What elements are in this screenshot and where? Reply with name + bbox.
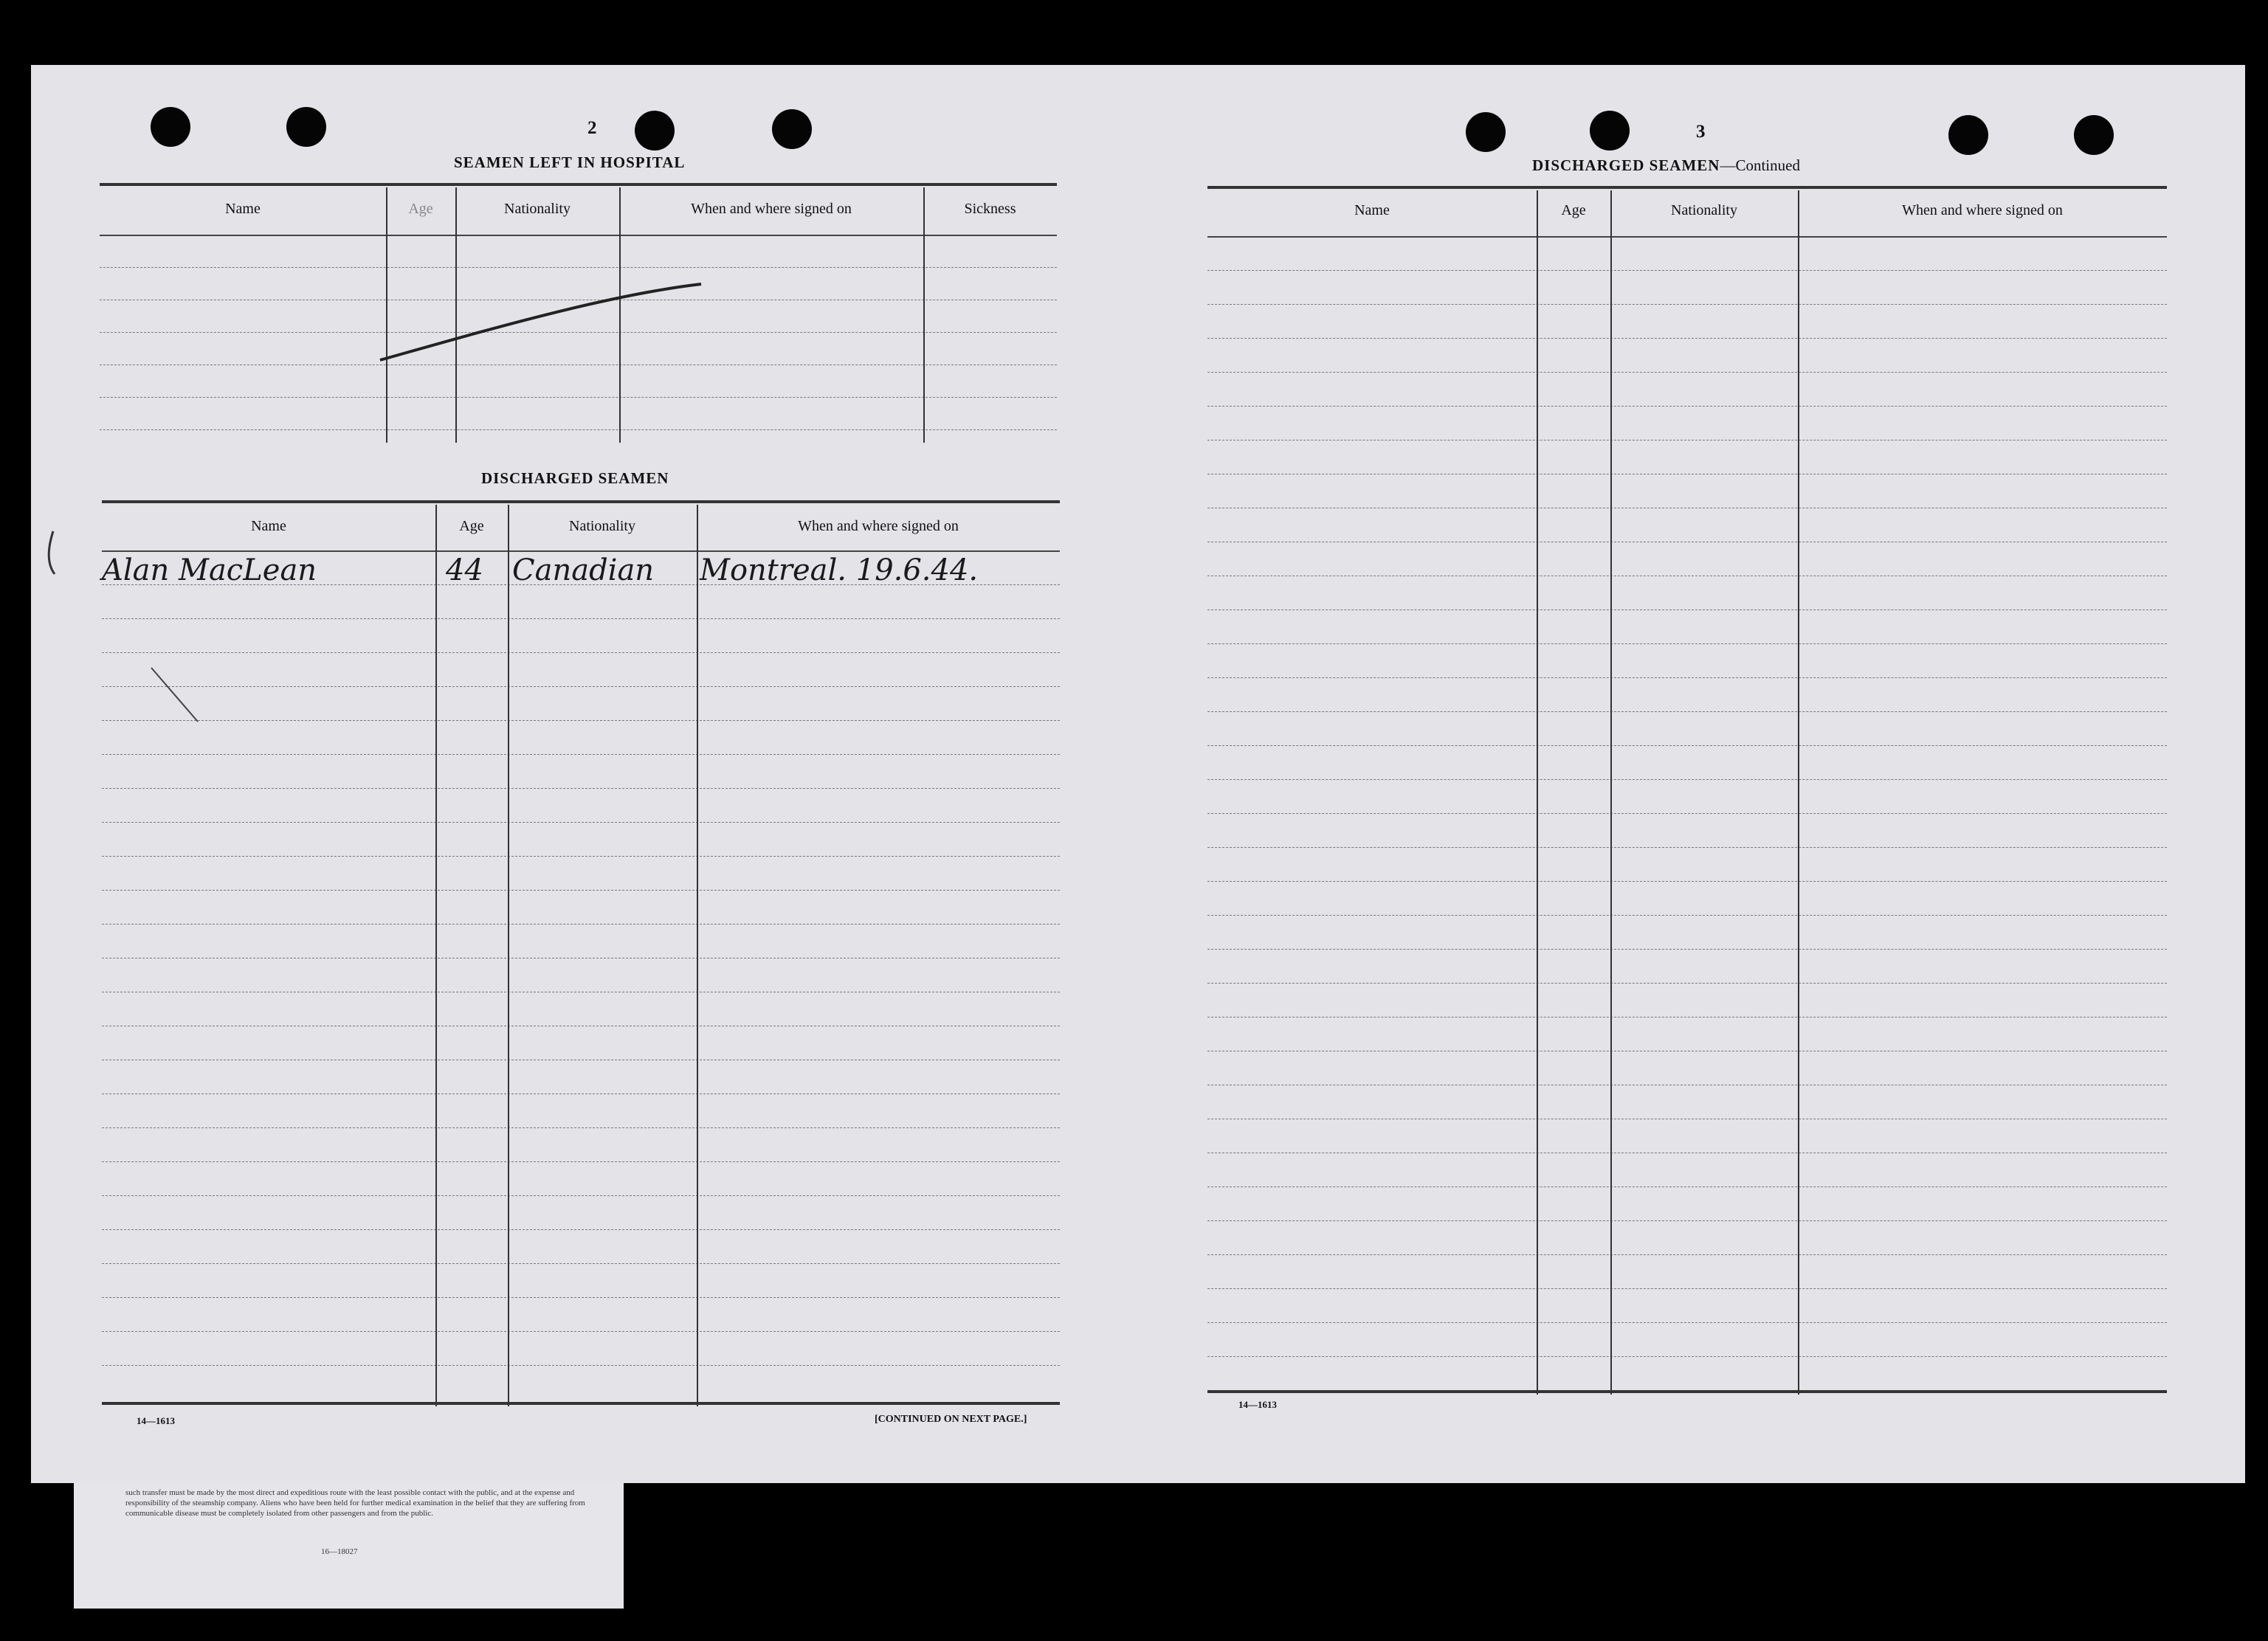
- ruled-row-line: [102, 754, 1060, 755]
- ruled-row-line: [1207, 949, 2167, 950]
- hospital-col-signed-on: When and where signed on: [691, 201, 852, 217]
- ruled-row-line: [1207, 711, 2167, 712]
- ruled-row-line: [102, 1195, 1060, 1196]
- ruled-row-line: [1207, 609, 2167, 610]
- entry-age: 44: [446, 553, 483, 587]
- hospital-col-age: Age: [408, 201, 433, 217]
- attached-slip: [74, 1483, 624, 1609]
- punch-hole: [1466, 112, 1506, 152]
- hospital-col-sickness: Sickness: [964, 201, 1016, 217]
- ruled-row-line: [102, 890, 1060, 891]
- punch-hole: [151, 107, 190, 147]
- ruled-row-line: [1207, 338, 2167, 339]
- discharged-section-title: DISCHARGED SEAMEN: [481, 469, 669, 487]
- hospital-col-nationality: Nationality: [504, 201, 571, 217]
- punch-hole: [1590, 111, 1630, 151]
- ruled-row-line: [1207, 847, 2167, 848]
- ruled-row-line: [1207, 372, 2167, 373]
- ruled-row-line: [1207, 1322, 2167, 1323]
- entry-nationality: Canadian: [512, 553, 655, 587]
- ruled-row-line: [1207, 1220, 2167, 1221]
- right-page-number: 3: [1696, 122, 1706, 142]
- ruled-row-line: [102, 1331, 1060, 1332]
- punch-hole: [635, 111, 675, 151]
- discharged-col-name: Name: [251, 518, 286, 534]
- ruled-row-line: [1207, 915, 2167, 916]
- ruled-row-line: [1207, 1186, 2167, 1187]
- ruled-row-line: [1207, 779, 2167, 780]
- ruled-row-line: [102, 822, 1060, 823]
- ruled-row-line: [102, 1365, 1060, 1366]
- ruled-row-line: [1207, 1254, 2167, 1255]
- punch-hole: [1948, 115, 1988, 155]
- right-col-signed-on: When and where signed on: [1902, 202, 2063, 218]
- ruled-row-line: [102, 924, 1060, 925]
- ruled-row-line: [102, 720, 1060, 721]
- discharged-table: [102, 500, 1060, 1408]
- slip-text: such transfer must be made by the most direct and expeditious route with the least possible contact with the public, and at the expense and responsibility of the steamship company. Aliens who have been held for further medical examination in the belief that they are suffering from communicable disease must be completely isolated from other passengers and from the public.: [125, 1488, 585, 1518]
- ruled-row-line: [1207, 406, 2167, 407]
- ruled-row-line: [1207, 270, 2167, 271]
- ruled-row-line: [1207, 813, 2167, 814]
- ruled-row-line: [1207, 881, 2167, 882]
- ruled-row-line: [102, 1127, 1060, 1128]
- right-col-nationality: Nationality: [1671, 202, 1737, 218]
- hospital-table: [100, 183, 1057, 443]
- ruled-row-line: [102, 686, 1060, 687]
- punch-hole: [772, 109, 812, 149]
- entry-name: Alan MacLean: [102, 553, 317, 587]
- ruled-row-line: [102, 1161, 1060, 1162]
- ruled-row-line: [102, 856, 1060, 857]
- ruled-row-line: [1207, 643, 2167, 644]
- ruled-row-line: [1207, 983, 2167, 984]
- ruled-row-line: [1207, 745, 2167, 746]
- right-form-number: 14—1613: [1238, 1399, 1277, 1410]
- ruled-row-line: [1207, 1288, 2167, 1289]
- discharged-col-signed-on: When and where signed on: [798, 518, 959, 534]
- discharged-continued-table: [1207, 186, 2167, 1396]
- punch-hole: [2074, 115, 2114, 155]
- punch-hole: [286, 107, 326, 147]
- right-col-name: Name: [1354, 202, 1390, 218]
- ruled-row-line: [102, 652, 1060, 653]
- right-col-age: Age: [1561, 202, 1586, 218]
- ruled-row-line: [102, 788, 1060, 789]
- ruled-row-line: [1207, 440, 2167, 441]
- right-section-title: [1532, 156, 1800, 175]
- right-title-main: DISCHARGED SEAMEN: [1532, 156, 1720, 174]
- ruled-row-line: [102, 1229, 1060, 1230]
- discharged-col-age: Age: [459, 518, 484, 534]
- hospital-section-title: SEAMEN LEFT IN HOSPITAL: [454, 153, 686, 171]
- continued-note: [CONTINUED ON NEXT PAGE.]: [875, 1414, 1027, 1425]
- right-title-continued: —Continued: [1720, 156, 1800, 174]
- discharged-col-nationality: Nationality: [569, 518, 635, 534]
- ruled-row-line: [102, 618, 1060, 619]
- entry-signed-on: Montreal. 19.6.44.: [700, 553, 979, 587]
- ruled-row-line: [1207, 1356, 2167, 1357]
- ruled-row-line: [1207, 304, 2167, 305]
- ruled-row-line: [102, 1263, 1060, 1264]
- ruled-row-line: [102, 1297, 1060, 1298]
- left-form-number: 14—1613: [137, 1415, 175, 1426]
- left-page-number: 2: [587, 118, 597, 138]
- ruled-row-line: [1207, 677, 2167, 678]
- hospital-col-name: Name: [225, 201, 261, 217]
- ruled-row-line: [1207, 1017, 2167, 1018]
- slip-form-number: 16—18027: [321, 1547, 358, 1556]
